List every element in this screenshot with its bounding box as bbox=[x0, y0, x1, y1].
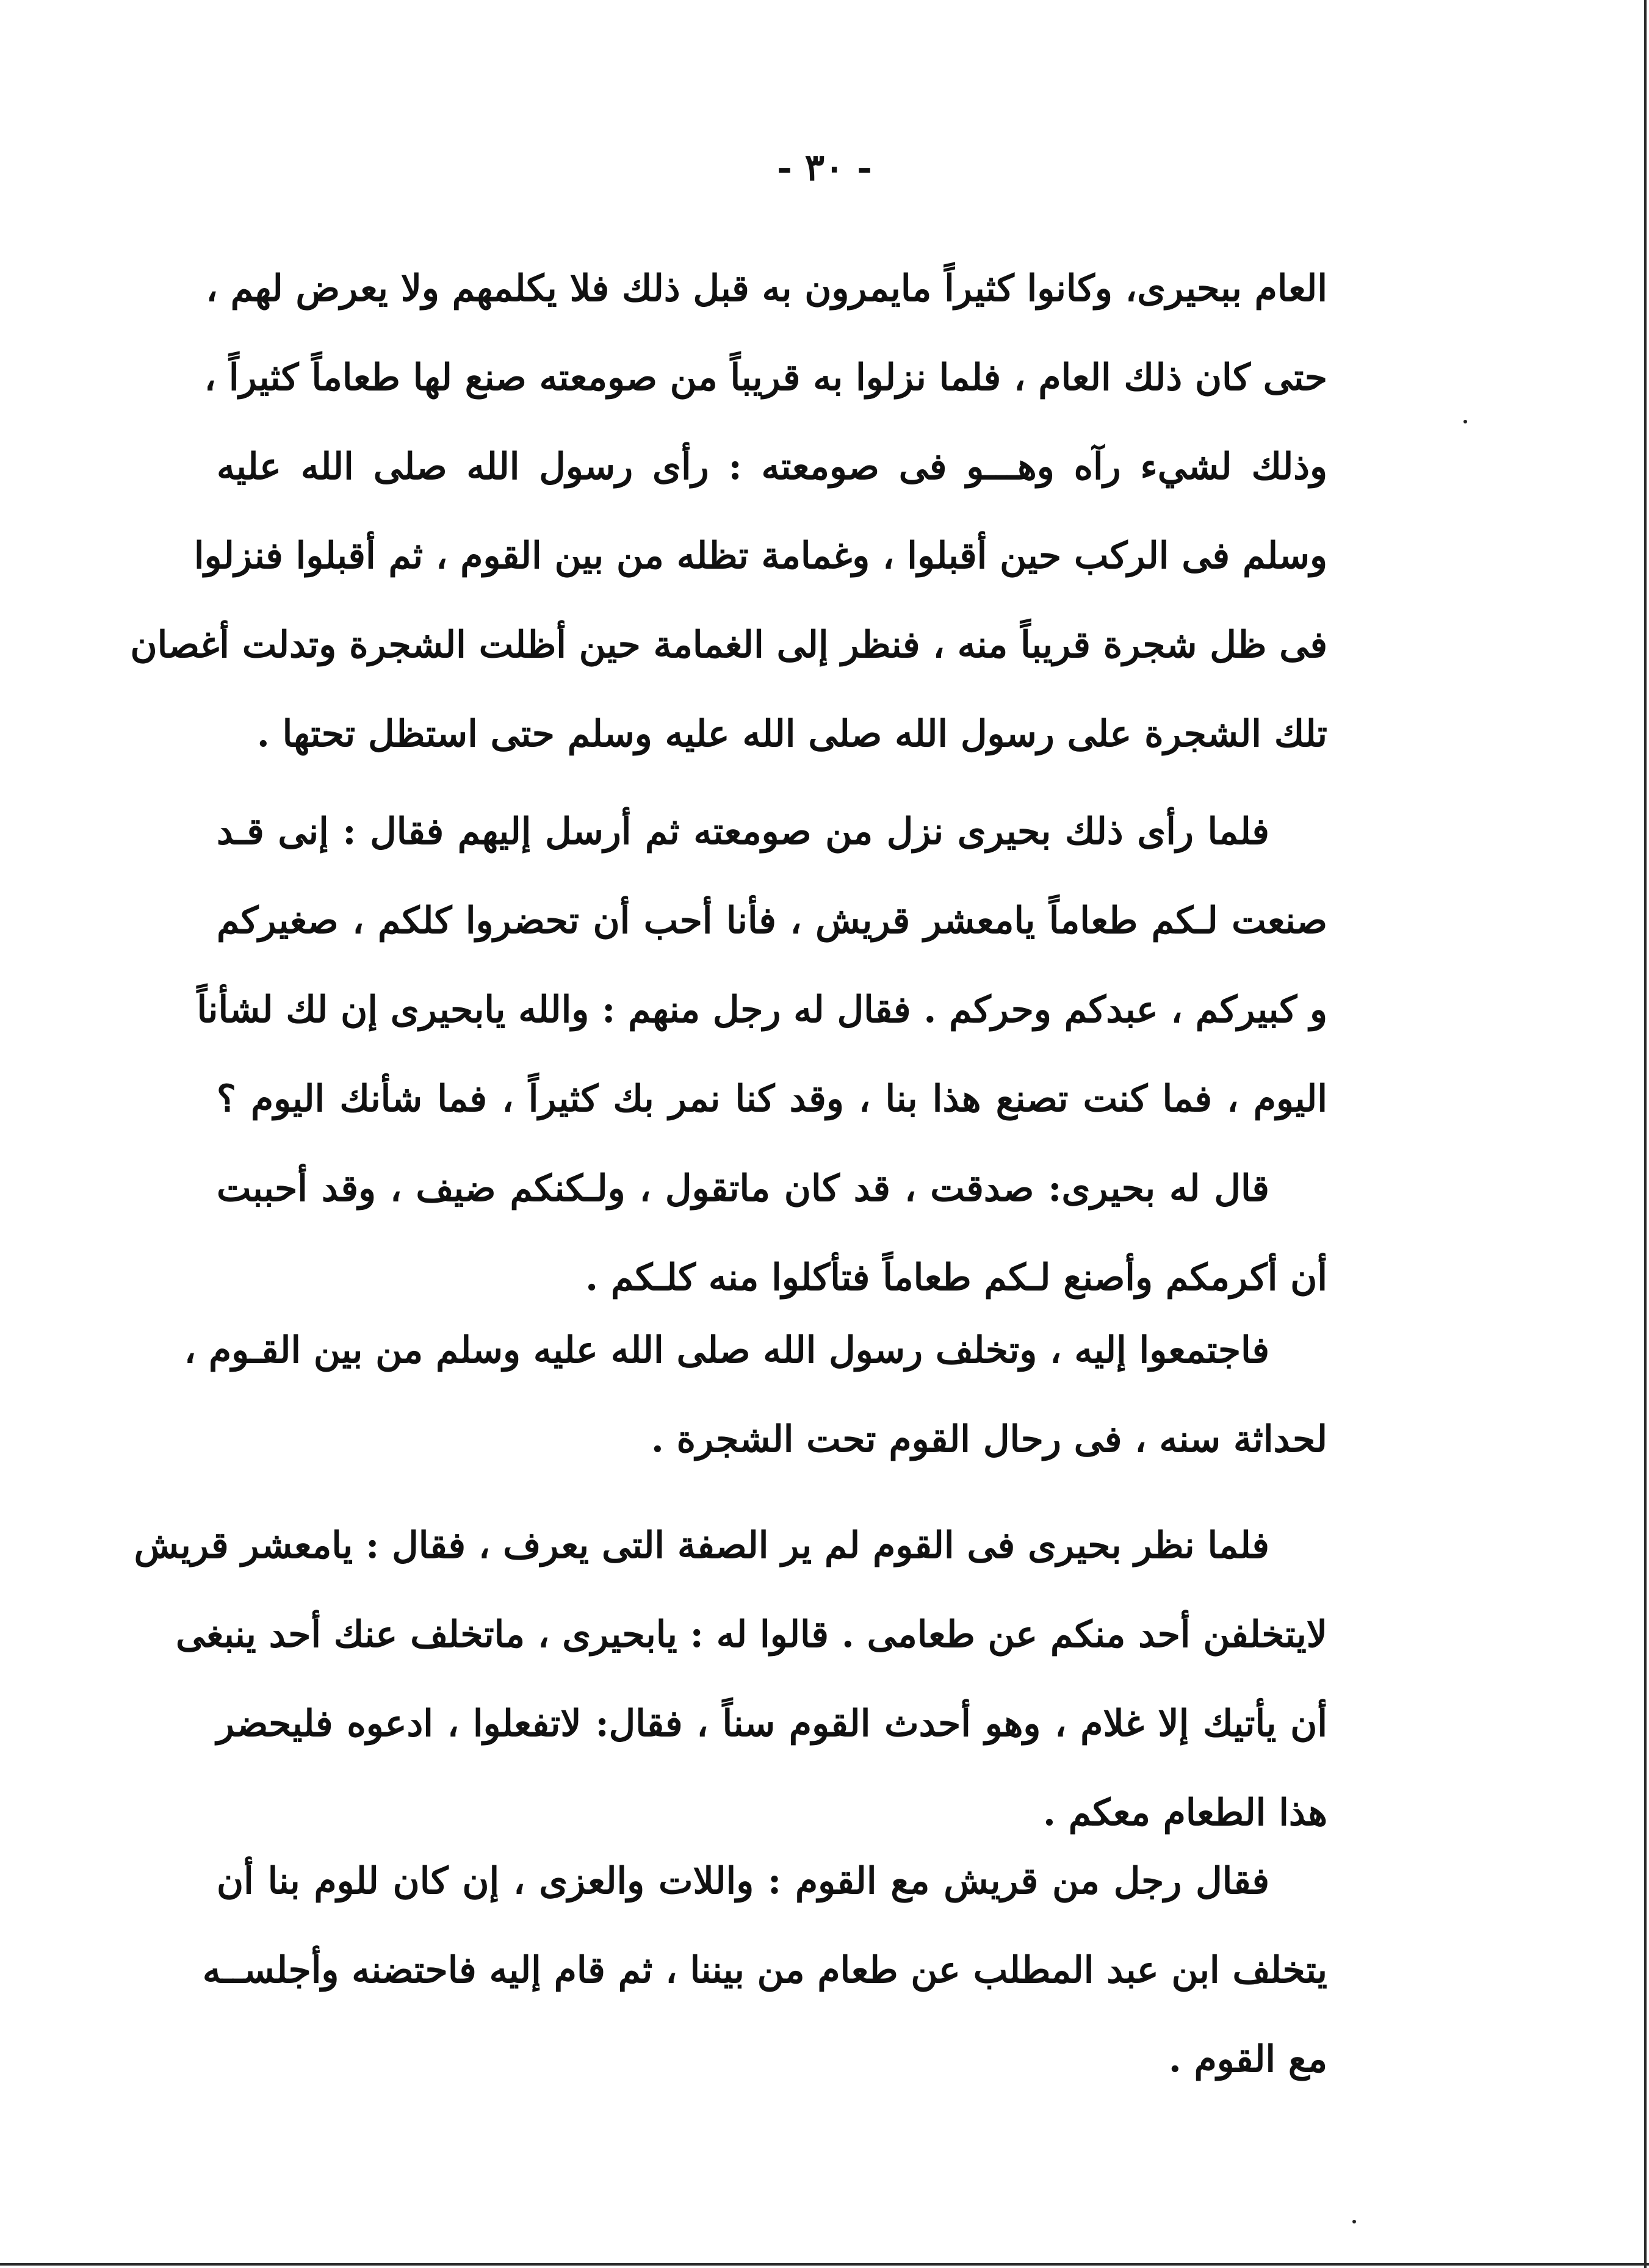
text-line: فقال رجل من قريش مع القوم : واللات والعزى ، إن كان للوم بنا أن bbox=[217, 1860, 1270, 1903]
paragraph bbox=[217, 1144, 1327, 1322]
text-line: تلك الشجرة على رسول الله صلى الله عليه وسلم حتى استظل تحتها . bbox=[256, 713, 1327, 755]
scan-speck bbox=[1352, 2220, 1356, 2223]
text-line: أن أكرمكم وأصنع لـكم طعاماً فتأكلوا منه كلـكم . bbox=[585, 1256, 1327, 1299]
text-line: فاجتمعوا إليه ، وتخلف رسول الله صلى الله عليه وسلم من بين القـوم ، bbox=[184, 1329, 1269, 1372]
paragraph bbox=[134, 1501, 1327, 1857]
scan-speck bbox=[1463, 420, 1467, 423]
text-line: وسلم فى الركب حين أقبلوا ، وغمامة تظله من بين القوم ، ثم أقبلوا فنزلوا bbox=[193, 535, 1327, 577]
text-line: فلما رأى ذلك بحيرى نزل من صومعته ثم أرسل إليهم فقال : إنى قـد bbox=[217, 810, 1269, 853]
page-edge-right bbox=[1644, 0, 1647, 2268]
text-line: حتى كان ذلك العام ، فلما نزلوا به قريباً من صومعته صنع لها طعاماً كثيراً ، bbox=[204, 356, 1327, 399]
text-line: يتخلف ابن عبد المطلب عن طعام من بيننا ، ثم قام إليه فاحتضنه وأجلســه bbox=[202, 1949, 1327, 1992]
text-line: وذلك لشيء رآه وهـــو فى صومعته : رأى رسول الله صلى الله عليه bbox=[217, 445, 1327, 488]
text-line: و كبيركم ، عبدكم وحركم . فقال له رجل منهم : والله يابحيرى إن لك لشأناً bbox=[197, 988, 1327, 1031]
page-number: - ٣٠ - bbox=[776, 146, 873, 189]
text-line: فلما نظر بحيرى فى القوم لم ير الصفة التى يعرف ، فقال : يامعشر قريش bbox=[134, 1524, 1269, 1567]
text-line: قال له بحيرى: صدقت ، قد كان ماتقول ، ولـكنكم ضيف ، وقد أحببت bbox=[217, 1167, 1269, 1210]
text-line: فى ظل شجرة قريباً منه ، فنظر إلى الغمامة حين أظلت الشجرة وتدلت أغصان bbox=[130, 624, 1327, 666]
text-line: أن يأتيك إلا غلام ، وهو أحدث القوم سناً ، فقال: لاتفعلوا ، ادعوه فليحضر bbox=[217, 1702, 1327, 1745]
text-line: اليوم ، فما كنت تصنع هذا بنا ، وقد كنا نمر بك كثيراً ، فما شأنك اليوم ؟ bbox=[217, 1078, 1327, 1120]
paragraph bbox=[202, 1837, 1327, 2104]
paragraph bbox=[130, 244, 1327, 779]
text-line: صنعت لـكم طعاماً يامعشر قريش ، فأنا أحب أن تحضروا كلكم ، صغيركم bbox=[217, 899, 1327, 942]
paragraph bbox=[197, 787, 1327, 1143]
text-line: هذا الطعام معكم . bbox=[1042, 1791, 1327, 1834]
text-line: لحداثة سنه ، فى رحال القوم تحت الشجرة . bbox=[651, 1418, 1327, 1461]
text-line: مع القوم . bbox=[1168, 2038, 1327, 2081]
text-line: لايتخلفن أحد منكم عن طعامى . قالوا له : يابحيرى ، ماتخلف عنك أحد ينبغى bbox=[175, 1613, 1327, 1656]
text-line: العام ببحيرى، وكانوا كثيراً مايمرون به قبل ذلك فلا يكلمهم ولا يعرض لهم ، bbox=[206, 267, 1327, 310]
paragraph bbox=[184, 1306, 1327, 1484]
page-edge-bottom bbox=[0, 2263, 1649, 2266]
